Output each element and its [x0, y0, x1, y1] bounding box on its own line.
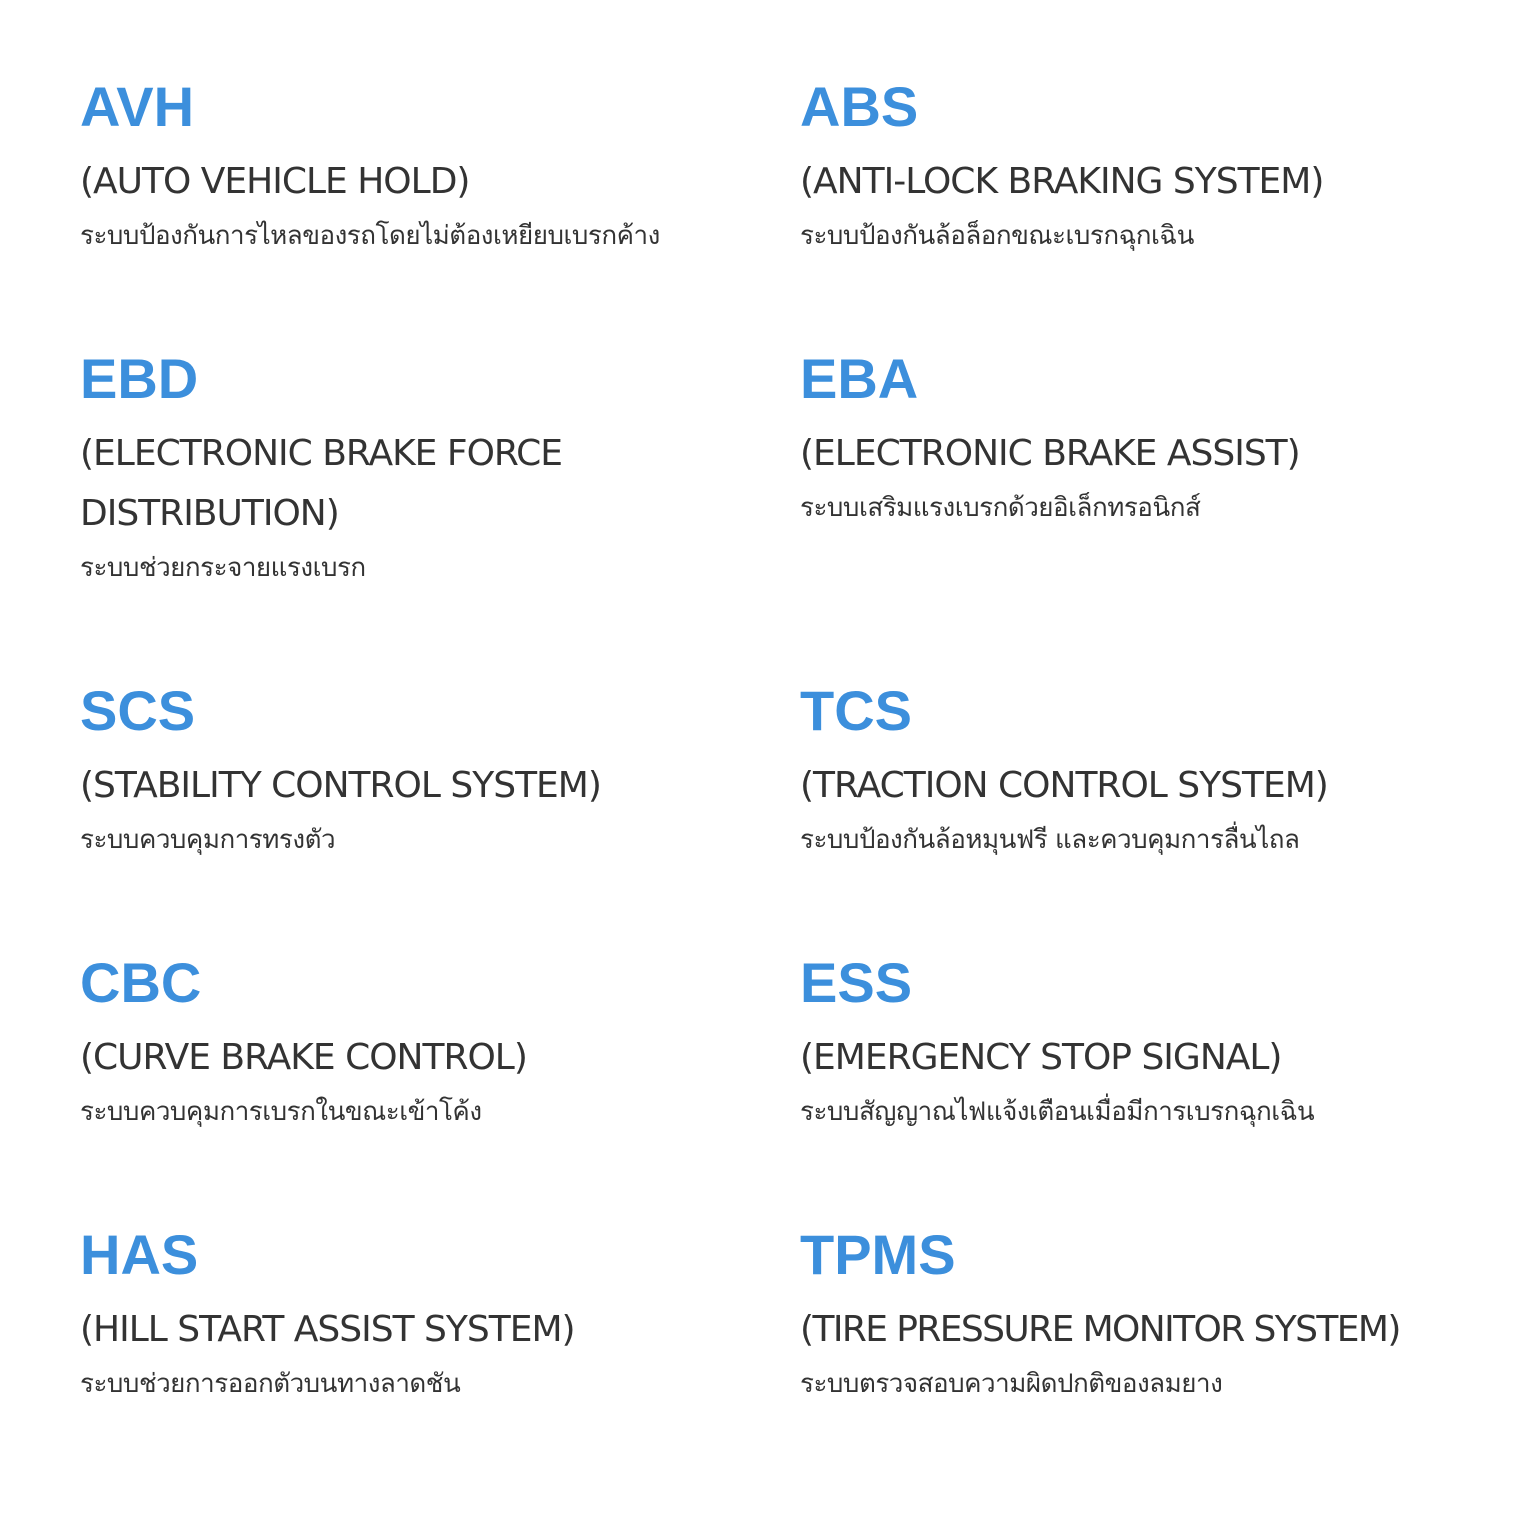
feature-full-name: (ELECTRONIC BRAKE ASSIST) — [800, 433, 1300, 474]
feature-card-tpms — [800, 1220, 1460, 1492]
feature-card-abs — [800, 72, 1460, 344]
feature-full-name: (EMERGENCY STOP SIGNAL) — [800, 1037, 1282, 1078]
feature-abbreviation: ESS — [800, 951, 913, 1014]
feature-thai-description: ระบบช่วยกระจายแรงเบรก — [80, 553, 366, 583]
feature-abbreviation: TCS — [800, 679, 912, 742]
feature-grid — [80, 72, 1460, 1492]
feature-full-name: (CURVE BRAKE CONTROL) — [80, 1037, 527, 1078]
feature-abbreviation: EBA — [800, 347, 919, 410]
feature-card-cbc — [80, 948, 800, 1220]
feature-card-ebd — [80, 344, 800, 676]
feature-card-ess — [800, 948, 1460, 1220]
feature-full-name: (ELECTRONIC BRAKE FORCE DISTRIBUTION) — [80, 433, 563, 534]
feature-abbreviation: AVH — [80, 75, 195, 138]
feature-full-name: (TRACTION CONTROL SYSTEM) — [800, 765, 1328, 806]
feature-thai-description: ระบบป้องกันล้อล็อกขณะเบรกฉุกเฉิน — [800, 221, 1194, 251]
feature-card-tcs — [800, 676, 1460, 948]
feature-thai-description: ระบบป้องกันการไหลของรถโดยไม่ต้องเหยียบเบรกค้าง — [80, 221, 660, 251]
feature-thai-description: ระบบป้องกันล้อหมุนฟรี และควบคุมการลื่นไถล — [800, 825, 1300, 855]
feature-full-name: (HILL START ASSIST SYSTEM) — [80, 1309, 575, 1350]
feature-thai-description: ระบบสัญญาณไฟแจ้งเตือนเมื่อมีการเบรกฉุกเฉิน — [800, 1097, 1315, 1127]
feature-abbreviation: HAS — [80, 1223, 199, 1286]
feature-full-name: (TIRE PRESSURE MONITOR SYSTEM) — [800, 1309, 1400, 1350]
feature-thai-description: ระบบควบคุมการทรงตัว — [80, 825, 336, 855]
feature-card-eba — [800, 344, 1460, 676]
feature-thai-description: ระบบช่วยการออกตัวบนทางลาดชัน — [80, 1369, 461, 1399]
feature-thai-description: ระบบตรวจสอบความผิดปกติของลมยาง — [800, 1369, 1223, 1399]
feature-abbreviation: TPMS — [800, 1223, 956, 1286]
feature-abbreviation: CBC — [80, 951, 202, 1014]
feature-abbreviation: SCS — [80, 679, 196, 742]
feature-full-name: (STABILITY CONTROL SYSTEM) — [80, 765, 601, 806]
feature-card-scs — [80, 676, 800, 948]
feature-card-has — [80, 1220, 800, 1492]
feature-abbreviation: ABS — [800, 75, 919, 138]
feature-thai-description: ระบบควบคุมการเบรกในขณะเข้าโค้ง — [80, 1097, 482, 1127]
feature-abbreviation: EBD — [80, 347, 199, 410]
feature-full-name: (AUTO VEHICLE HOLD) — [80, 161, 470, 202]
feature-full-name: (ANTI-LOCK BRAKING SYSTEM) — [800, 161, 1324, 202]
feature-thai-description: ระบบเสริมแรงเบรกด้วยอิเล็กทรอนิกส์ — [800, 493, 1201, 523]
feature-card-avh — [80, 72, 800, 344]
